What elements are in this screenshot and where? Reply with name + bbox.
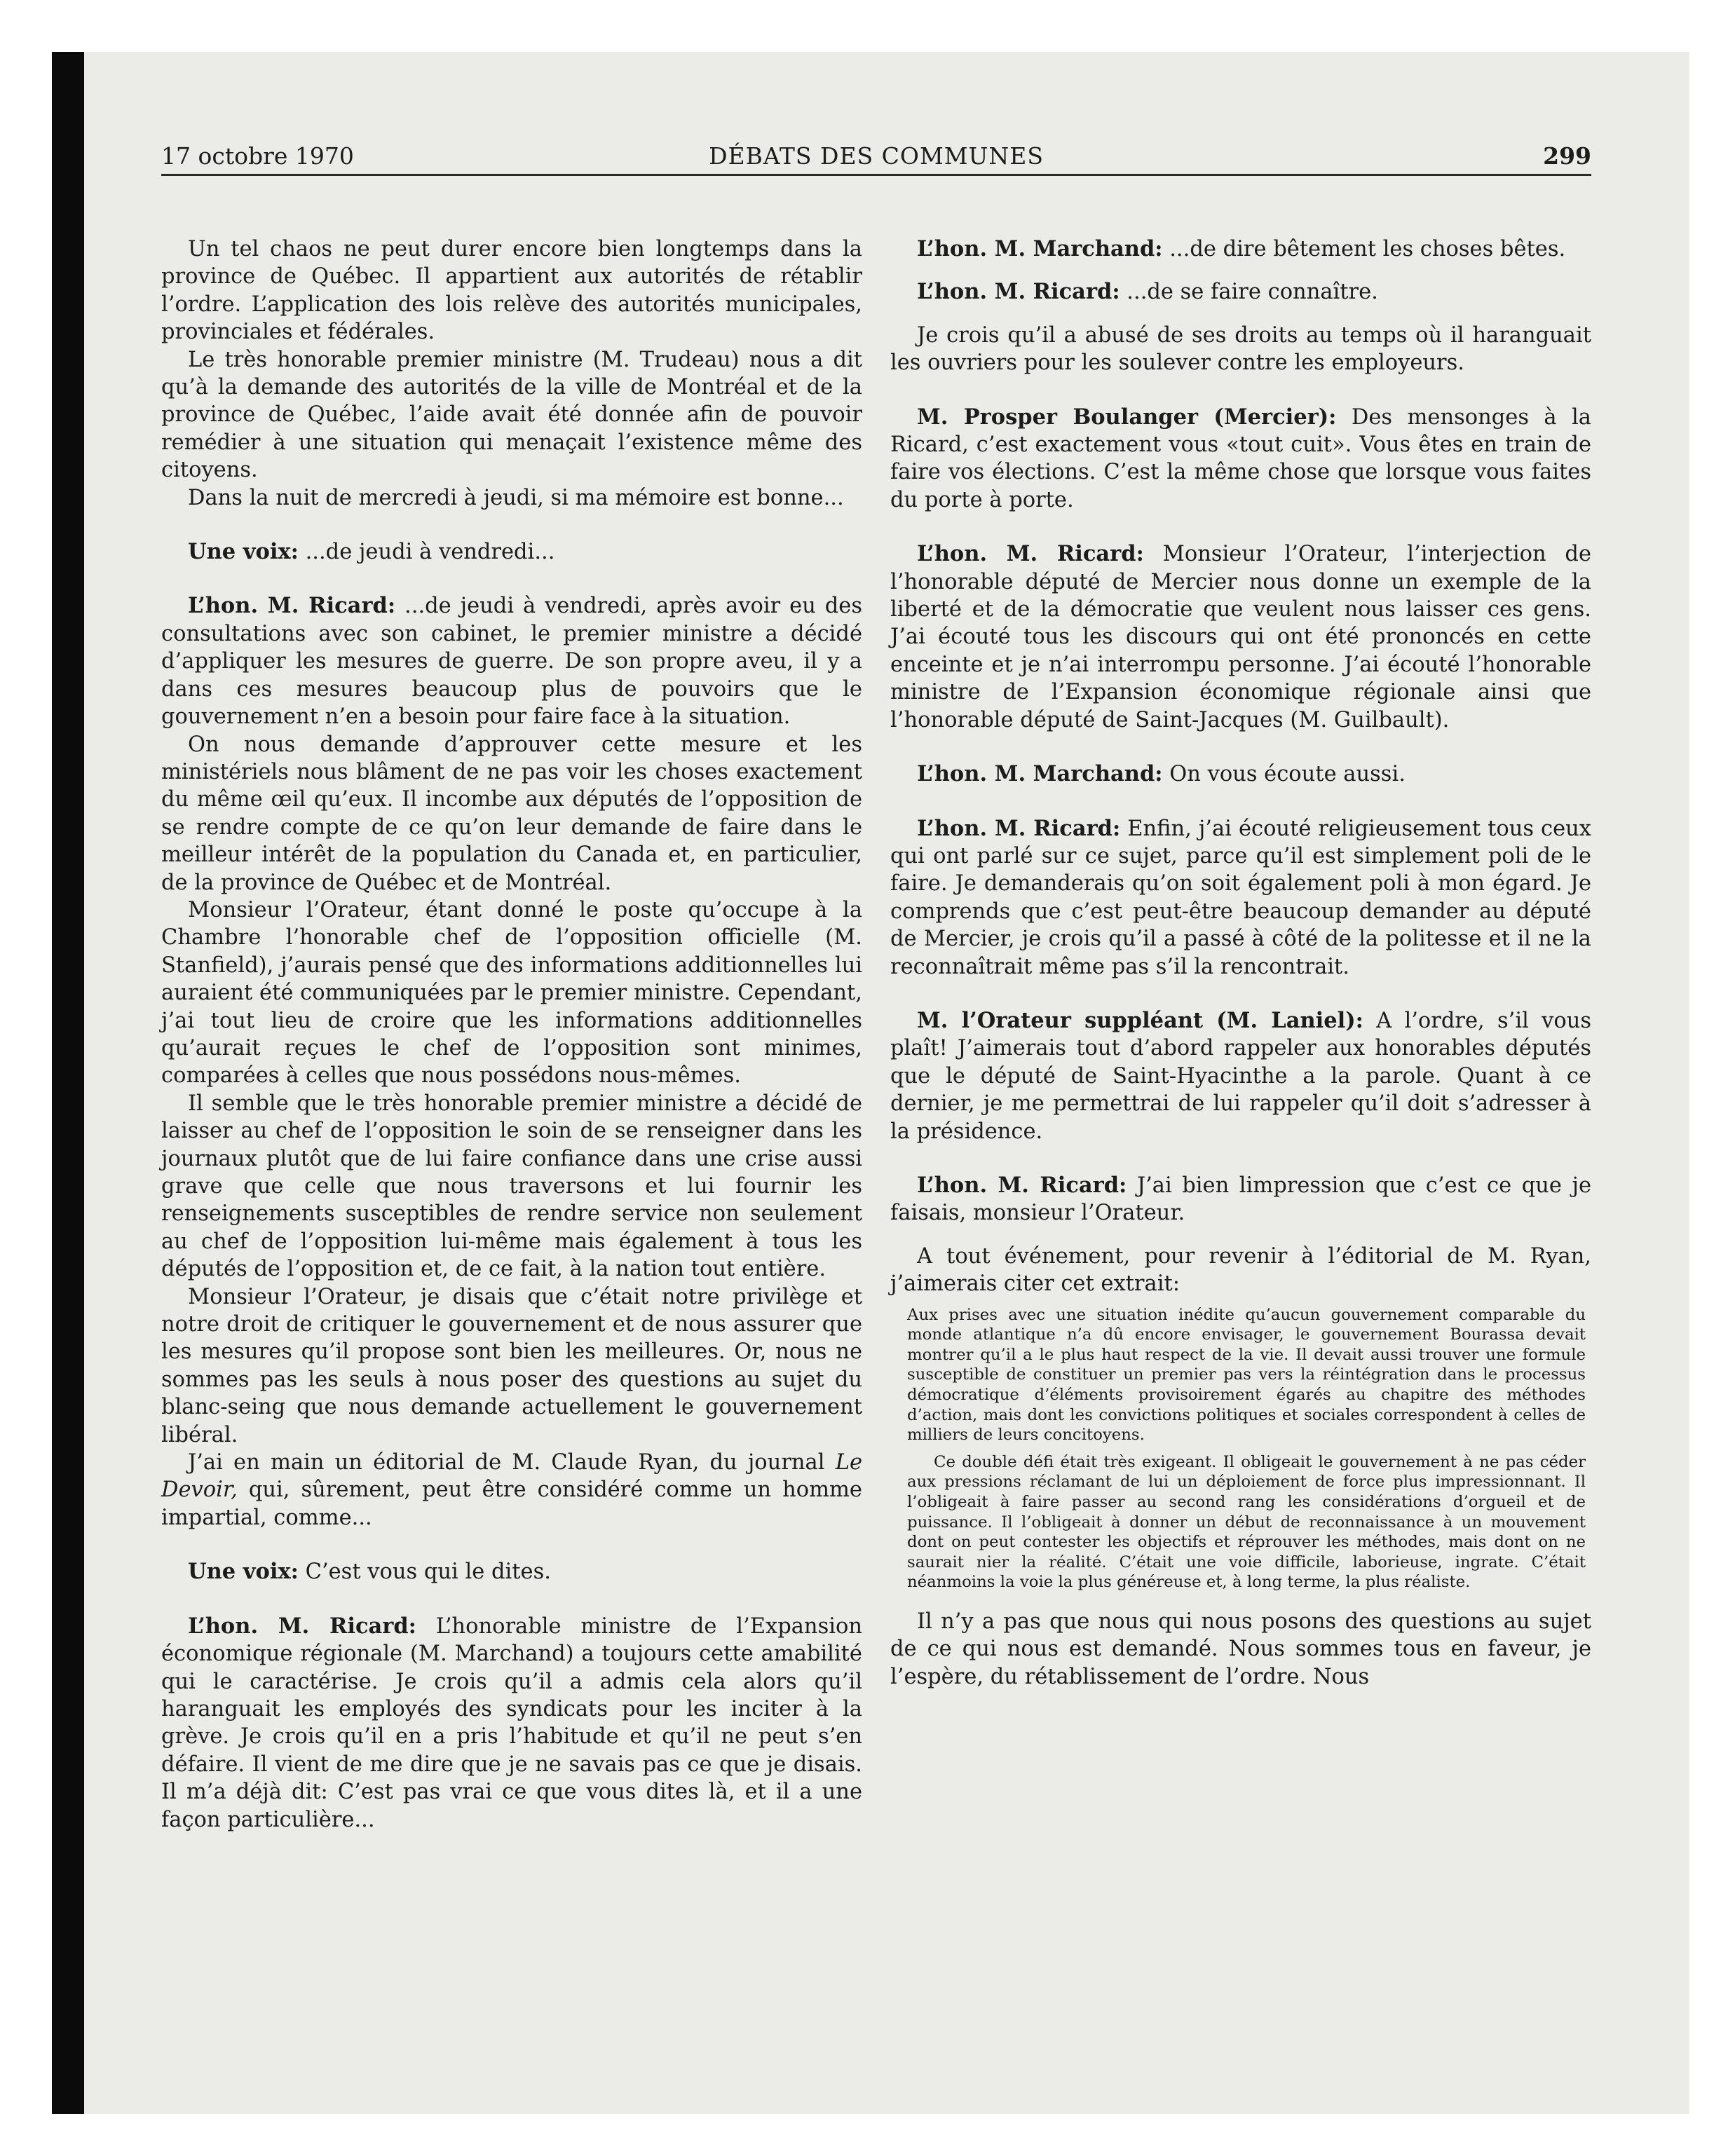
speech-text: ...de se faire connaître. xyxy=(1120,280,1378,305)
speaker-name: L’hon. M. Marchand: xyxy=(917,761,1163,787)
block-quote: Ce double défi était très exigeant. Il obligeait le gouvernement à ne pas céder aux pressions réclamant de lui un déploiement de force plus impressionnant. Il l’obligeait à faire passer au second rang les considérations d’orgueil et de puissance. Il l’obligeait à donner un début de reconnaissance à un mouvement dont on peut contester les objectifs et réprouver les méthodes, mais dont on ne saurait nier la réalité. C’était une voie difficile, laborieuse, ingrate. C’était néanmoins la voie la plus généreuse et, à long terme, la plus réaliste. xyxy=(907,1452,1586,1592)
speech-text: J’ai bien limpression que c’est ce que je faisais, monsieur l’Orateur. xyxy=(890,1173,1591,1226)
paragraph: Il semble que le très honorable premier ministre a décidé de laisser au chef de l’opposition le soin de se renseigner dans les journaux plutôt que de lui faire confiance dans une crise aussi grave que celle que nous traversons et lui fournir les renseignements susceptibles de rendre service non seulement au chef de l’opposition lui-même mais également à tous les députés de l’opposition et, de ce fait, à la nation tout entière. xyxy=(161,1091,862,1282)
speech-text: ...de jeudi à vendredi, après avoir eu des consultations avec son cabinet, le premier ministre a décidé d’appliquer les mesures de guerre. De son propre aveu, il y a dans ces mesures beaucoup plus de pouvoirs que le gouvernement n’en a besoin pour faire face à la situation. xyxy=(161,594,863,730)
speech-text: A l’ordre, s’il vous plaît! J’aimerais tout d’abord rappeler aux honorables députés que le député de Saint-Hyacinthe a la parole. Quant à ce dernier, je me permettrai de lui rappeler qu’il doit s’adresser à la présidence. xyxy=(890,1008,1591,1144)
paragraph: On nous demande d’approuver cette mesure et les ministériels nous blâment de ne pas voir les choses exactement du même œil qu’eux. Il incombe aux députés de l’opposition de se rendre compte de ce qu’on leur demande de faire dans le meilleur intérêt de la population du Canada et, en particulier, de la province de Québec et de Montréal. xyxy=(161,732,862,895)
speaker-name: Une voix: xyxy=(188,539,299,565)
paragraph: Il n’y a pas que nous qui nous posons des questions au sujet de ce qui nous est demandé. Nous sommes tous en faveur, je l’espère, du rétablissement de l’ordre. Nous xyxy=(890,1609,1591,1689)
speech-text: On vous écoute aussi. xyxy=(1162,762,1406,787)
newspaper-title: Le Devoir, xyxy=(161,1450,862,1503)
speaker-name: L’hon. M. Ricard: xyxy=(917,815,1121,841)
speech-text: Des mensonges à la Ricard, c’est exactement vous «tout cuit». Vous êtes en train de faire vos élections. C’est la même chose que lorsque vous faites du porte à porte. xyxy=(890,404,1591,512)
speech xyxy=(161,592,862,730)
speech xyxy=(890,1007,1591,1145)
header-date: 17 octobre 1970 xyxy=(161,142,354,170)
speech-text: Enfin, j’ai écouté religieusement tous ceux qui ont parlé sur ce sujet, parce qu’il est simplement poli de le faire. Je demanderais qu’on soit également poli à mon égard. Je comprends que c’est peut-être beaucoup demander au député de Mercier, je crois qu’il a passé à côté de la politesse et il ne la reconnaîtrait même pas s’il la rencontrait. xyxy=(890,816,1591,979)
paragraph: Je crois qu’il a abusé de ses droits au temps où il haranguait les ouvriers pour les soulever contre les employeurs. xyxy=(890,322,1591,376)
speaker-name: Une voix: xyxy=(188,1559,299,1585)
right-column xyxy=(890,236,1591,1691)
paragraph: Un tel chaos ne peut durer encore bien longtemps dans la province de Québec. Il appartient aux autorités de rétablir l’ordre. L’application des lois relève des autorités municipales, provinciales et fédérales. xyxy=(161,237,862,345)
speech xyxy=(161,1558,862,1585)
speaker-name: L’hon. M. Marchand: xyxy=(917,236,1163,261)
paragraph: Monsieur l’Orateur, je disais que c’était notre privilège et notre droit de critiquer le gouvernement et de nous assurer que les mesures qu’il propose sont bien les meilleures. Or, nous ne sommes pas les seuls à nous poser des questions au sujet du blanc-seing que nous demande actuellement le gouvernement libéral. xyxy=(161,1284,862,1447)
speech-text: ...de jeudi à vendredi... xyxy=(298,540,555,565)
speaker-name: L’hon. M. Ricard: xyxy=(917,541,1144,567)
text-run: qui, sûrement, peut être considéré comme un homme impartial, comme... xyxy=(161,1478,862,1530)
speaker-name: L’hon. M. Ricard: xyxy=(188,593,396,619)
speech xyxy=(161,538,862,566)
speech xyxy=(890,236,1591,263)
left-column xyxy=(161,236,862,1834)
speech xyxy=(890,404,1591,514)
speech xyxy=(890,278,1591,306)
paragraph: Dans la nuit de mercredi à jeudi, si ma mémoire est bonne... xyxy=(188,485,844,510)
speech xyxy=(890,815,1591,981)
paragraph: Le très honorable premier ministre (M. Trudeau) nous a dit qu’à la demande des autorités de la ville de Montréal et de la province de Québec, l’aide avait été donnée afin de pouvoir remédier à une situation qui menaçait l’existence même des citoyens. xyxy=(161,347,862,483)
speaker-name: M. Prosper Boulanger (Mercier): xyxy=(917,404,1337,430)
speech-text: ...de dire bêtement les choses bêtes. xyxy=(1162,237,1566,261)
speaker-name: L’hon. M. Ricard: xyxy=(917,279,1120,305)
running-header xyxy=(161,135,1591,176)
speech-text: C’est vous qui le dites. xyxy=(298,1560,551,1585)
speaker-name: L’hon. M. Ricard: xyxy=(917,1172,1127,1198)
speech-text: L’honorable ministre de l’Expansion économique régionale (M. Marchand) a toujours cette amabilité qui le caractérise. Je crois qu’il a admis cela alors qu’il haranguait les employés des syndicats pour les inciter à la grève. Je crois qu’il en a pris l’habitude et qu’il ne peut s’en défaire. Il vient de me dire que je ne savais pas ce que je disais. Il m’a déjà dit: C’est pas vrai ce que vous dites là, et il a une façon particulière... xyxy=(161,1613,862,1832)
header-title: DÉBATS DES COMMUNES xyxy=(709,142,1044,170)
paragraph: Monsieur l’Orateur, étant donné le poste qu’occupe à la Chambre l’honorable chef de l’opposition officielle (M. Stanfield), j’aurais pensé que des informations additionnelles lui auraient été communiquées par le premier ministre. Cependant, j’ai tout lieu de croire que les informations additionnelles qu’aurait reçues le chef de l’opposition sont minimes, comparées à celles que nous possédons nous-mêmes. xyxy=(161,897,862,1089)
speech xyxy=(890,1172,1591,1227)
page xyxy=(84,52,1689,2114)
block-quote: Aux prises avec une situation inédite qu’aucun gouvernement comparable du monde atlantique n’a dû encore envisager, le gouvernement Bourassa devait montrer qu’il a le plus haut respect de la vie. Il devait aussi trouver une formule susceptible de constituer un premier pas vers la réintégration dans le processus démocratique d’éléments provisoirement égarés au chapitre des méthodes d’action, mais dont les convictions politiques et sociales correspondent à celles de milliers de leurs concitoyens. xyxy=(907,1305,1586,1445)
scan-edge-bar xyxy=(52,52,84,2114)
speaker-name: M. l’Orateur suppléant (M. Laniel): xyxy=(917,1007,1363,1033)
paragraph xyxy=(161,1449,862,1531)
speech xyxy=(890,760,1591,788)
page-number: 299 xyxy=(1543,142,1591,170)
speaker-name: L’hon. M. Ricard: xyxy=(188,1613,416,1639)
speech xyxy=(161,1613,862,1834)
paragraph: A tout événement, pour revenir à l’éditorial de M. Ryan, j’aimerais citer cet extrait: xyxy=(890,1243,1591,1297)
text-run: J’ai en main un éditorial de M. Claude Ryan, du journal xyxy=(188,1450,836,1475)
speech-text: Monsieur l’Orateur, l’interjection de l’honorable député de Mercier nous donne un exemple de la liberté et de la démocratie que veulent nous laisser ces gens. J’ai écouté tous les discours qui ont été prononcés en cette enceinte et je n’ai interrompu personne. J’ai écouté l’honorable ministre de l’Expansion économique régionale ainsi que l’honorable député de Saint-Jacques (M. Guilbault). xyxy=(890,542,1592,732)
speech xyxy=(890,540,1591,734)
